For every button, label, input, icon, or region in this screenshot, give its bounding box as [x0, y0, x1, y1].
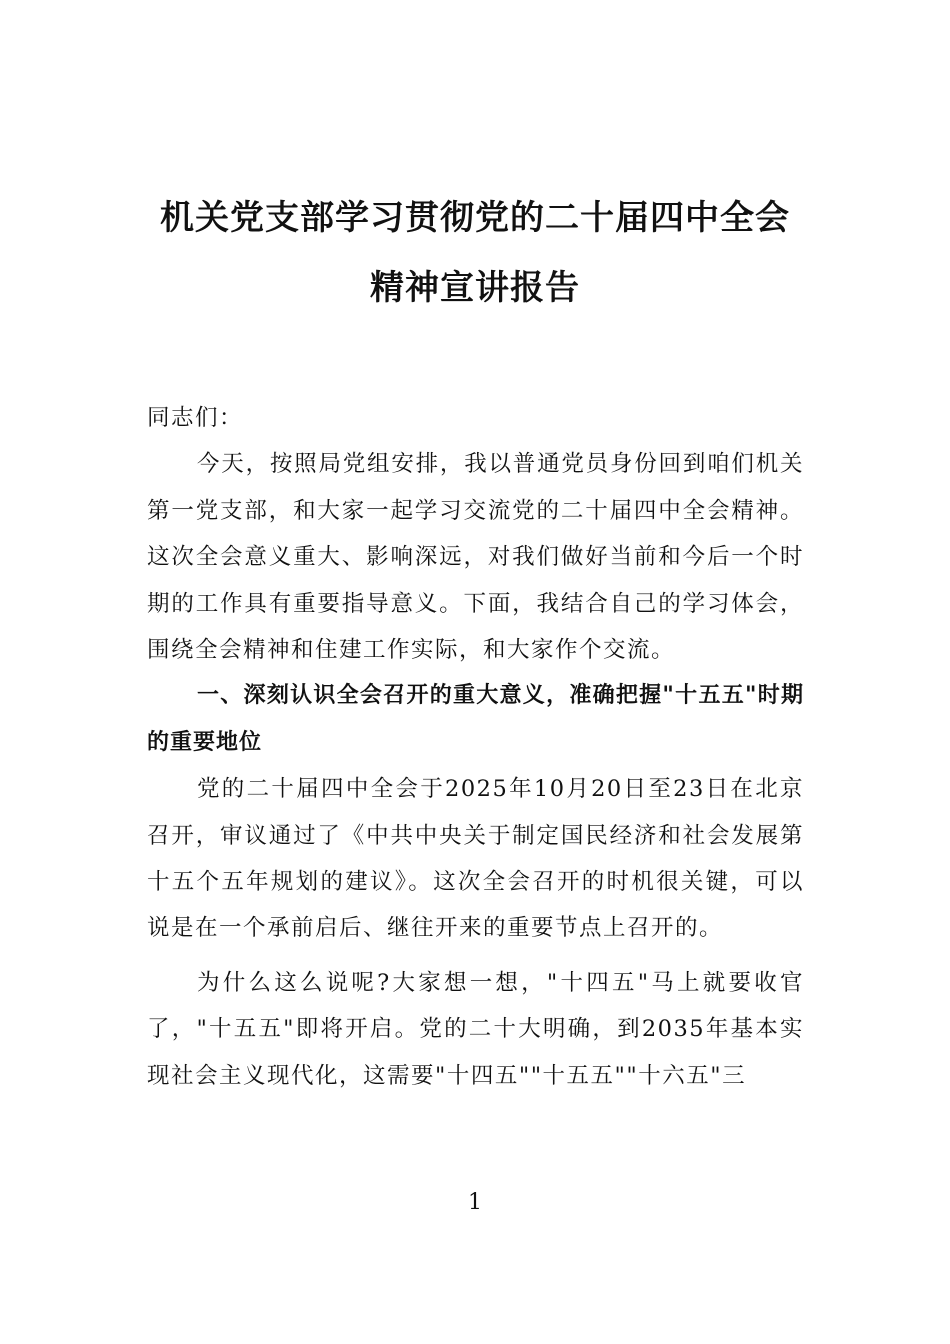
document-body	[147, 395, 804, 1099]
document-title-line-1: 机关党支部学习贯彻党的二十届四中全会	[160, 198, 790, 238]
section-heading: 一、深刻认识全会召开的重大意义，准确把握"十五五"时期的重要地位	[147, 683, 804, 755]
page-number: 1	[468, 1190, 482, 1215]
intro-paragraph: 今天，按照局党组安排，我以普通党员身份回到咱们机关第一党支部，和大家一起学习交流党的二十届四中全会精神。这次全会意义重大、影响深远，对我们做好当前和今后一个时期的工作具有重要指导意义。下面，我结合自己的学习体会，围绕全会精神和住建工作实际，和大家作个交流。	[147, 451, 804, 664]
section-paragraph-1: 党的二十届四中全会于2025年10月20日至23日在北京召开，审议通过了《中共中央关于制定国民经济和社会发展第十五个五年规划的建议》。这次全会召开的时机很关键，可以说是在一个承前启后、继往开来的重要节点上召开的。	[147, 776, 804, 942]
section-paragraph-2: 为什么这么说呢?大家想一想，"十四五"马上就要收官了，"十五五"即将开启。党的二十大明确，到2035年基本实现社会主义现代化，这需要"十四五""十五五""十六五"三	[147, 969, 804, 1089]
document-title-line-2: 精神宣讲报告	[370, 268, 580, 308]
salutation: 同志们：	[147, 405, 244, 431]
